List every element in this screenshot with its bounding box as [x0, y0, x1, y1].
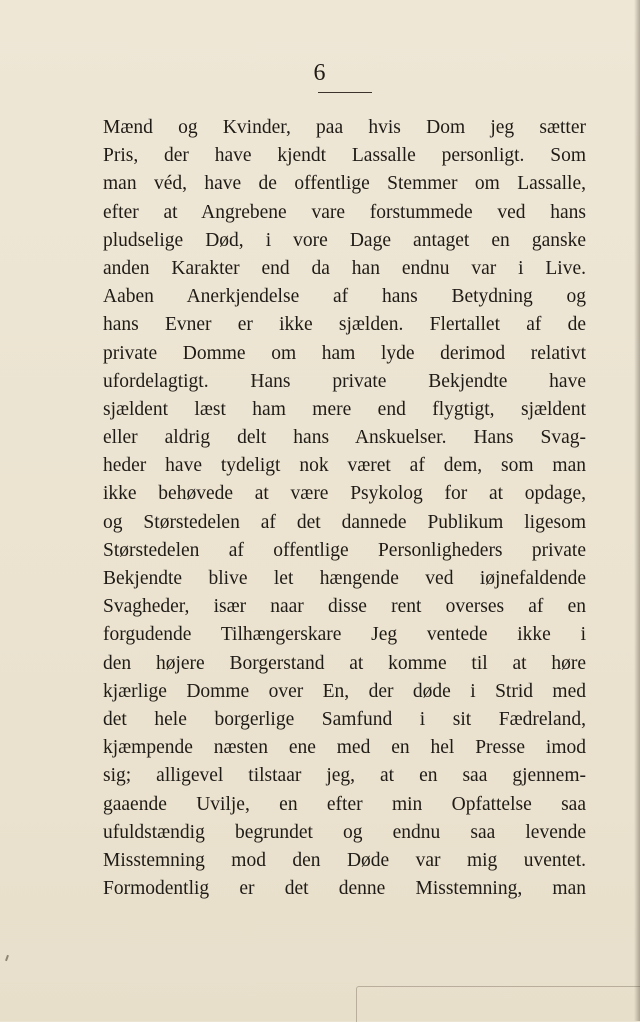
scan-corner-mark [356, 986, 640, 1022]
text-line: eller aldrig delt hans Anskuelser. Hans Svag- [103, 427, 586, 449]
page-edge-shadow [634, 0, 640, 1021]
body-text [103, 114, 586, 903]
text-line: gaaende Uvilje, en efter min Opfattelse saa [103, 793, 586, 815]
text-line: den højere Borgerstand at komme til at høre [103, 652, 586, 674]
text-line: private Domme om ham lyde derimod relativt [103, 342, 586, 364]
text-line: man véd, have de offentlige Stemmer om Lassalle, [103, 173, 586, 195]
text-line: det hele borgerlige Samfund i sit Fædreland, [103, 708, 586, 730]
text-line: anden Karakter end da han endnu var i Live. [103, 257, 586, 279]
text-line: Formodentlig er det denne Misstemning, man [103, 878, 586, 900]
text-line: og Størstedelen af det dannede Publikum ligesom [103, 511, 586, 533]
text-line: Svagheder, især naar disse rent overses af en [103, 596, 586, 618]
text-line: hans Evner er ikke sjælden. Flertallet af de [103, 314, 586, 336]
text-line: kjæmpende næsten ene med en hel Presse imod [103, 737, 586, 759]
text-line: forgudende Tilhængerskare Jeg ventede ikke i [103, 624, 586, 646]
text-line: Størstedelen af offentlige Personligheders private [103, 539, 586, 561]
page-number-rule [318, 92, 372, 93]
page-number: 6 [313, 60, 327, 86]
text-line: ikke behøvede at være Psykolog for at opdage, [103, 483, 586, 505]
text-line: Misstemning mod den Døde var mig uventet. [103, 849, 586, 871]
margin-speck [5, 955, 9, 961]
text-line: sjældent læst ham mere end flygtigt, sjældent [103, 398, 586, 420]
text-line: Mænd og Kvinder, paa hvis Dom jeg sætter [103, 117, 586, 138]
text-line: efter at Angrebene vare forstummede ved hans [103, 201, 586, 223]
text-line: ufordelagtigt. Hans private Bekjendte have [103, 370, 586, 392]
text-line: sig; alligevel tilstaar jeg, at en saa gjennem- [103, 765, 586, 787]
text-line: ufuldstændig begrundet og endnu saa levende [103, 821, 586, 843]
text-line: heder have tydeligt nok været af dem, som man [103, 455, 586, 477]
text-line: kjærlige Domme over En, der døde i Strid med [103, 680, 586, 702]
text-line: Aaben Anerkjendelse af hans Betydning og [103, 286, 586, 308]
text-line: pludselige Død, i vore Dage antaget en ganske [103, 229, 586, 251]
text-line: Pris, der have kjendt Lassalle personligt. Som [103, 145, 586, 167]
text-line: Bekjendte blive let hængende ved iøjnefaldende [103, 568, 586, 589]
